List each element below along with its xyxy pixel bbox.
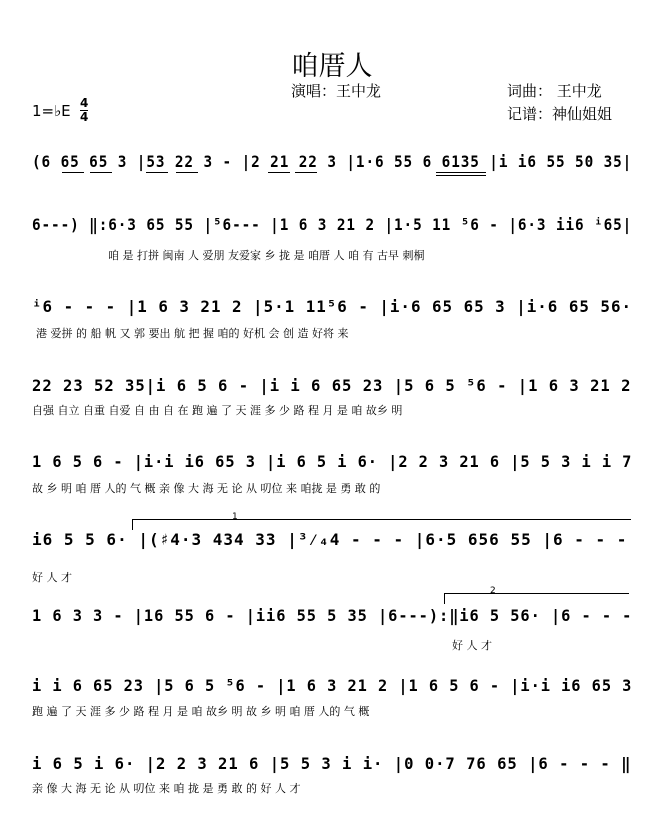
score-row-2-notes: 6---) ‖:6·3 65 55 |⁵6--- |1 6 3 21 2 |1·5 11 ⁵6 - |6·3 ii6 ⁱ65| bbox=[32, 215, 633, 234]
score-row-7-notes: 1 6 3 3 - |16 55 6 - |ii6 55 5 35 |6---):‖i6 5 56· |6 - - - bbox=[32, 606, 633, 625]
beam-line bbox=[268, 172, 290, 173]
time-signature-top: 4 bbox=[80, 96, 89, 110]
score-row-5-lyrics: 故 乡 明 咱 厝 人的 气 概 亲 像 大 海 无 论 从 叨位 来 咱拢 是 勇 敢 的 bbox=[32, 482, 381, 495]
volta-number-1: 1 bbox=[232, 512, 238, 522]
score-row-5-notes: 1 6 5 6 - |i·i i6 65 3 |i 6 5 i 6· |2 2 3 21 6 |5 5 3 i i 7 bbox=[32, 452, 633, 471]
score-row-2-lyrics: 咱 是 打拼 闽南 人 爱朋 友爱家 乡 拢 是 咱厝 人 咱 有 古早 刺桐 bbox=[108, 249, 425, 262]
song-title: 咱厝人 bbox=[291, 51, 373, 82]
score-row-6-notes: i6 5 5 6· |(♯4·3 434 33 |³⁄₄4 - - - |6·5 656 55 |6 - - - bbox=[32, 530, 628, 549]
beam-line bbox=[436, 172, 486, 173]
score-row-4-notes: 22 23 52 35|i 6 5 6 - |i i 6 65 23 |5 6 5 ⁵6 - |1 6 3 21 2 bbox=[32, 376, 632, 395]
score-row-3-lyrics: 港 爱拼 的 船 帆 又 郭 要出 航 把 握 咱的 好机 会 创 造 好将 来 bbox=[36, 327, 349, 340]
beam-line bbox=[176, 172, 198, 173]
score-row-1-notes: (6 65 65 3 |53 22 3 - |2 21 22 3 |1·6 55 6 6135 |i i6 55 50 35| bbox=[32, 152, 633, 171]
volta-number-2: 2 bbox=[490, 586, 496, 596]
score-row-8-notes: i i 6 65 23 |5 6 5 ⁵6 - |1 6 3 21 2 |1 6 5 6 - |i·i i6 65 3 bbox=[32, 676, 633, 695]
beam-line bbox=[295, 172, 317, 173]
time-signature-bottom: 4 bbox=[80, 110, 89, 124]
score-row-7-lyrics: 好 人 才 bbox=[452, 639, 492, 652]
volta-bracket-1 bbox=[132, 519, 631, 530]
beam-line bbox=[62, 172, 84, 173]
composer-credit: 词曲： 王中龙 bbox=[507, 82, 602, 100]
score-row-3-notes: ⁱ6 - - - |1 6 3 21 2 |5·1 11⁵6 - |i·6 65 65 3 |i·6 65 56· bbox=[32, 297, 633, 316]
score-row-4-lyrics: 自强 自立 自重 自爱 自 由 自 在 跑 遍 了 天 涯 多 少 路 程 月 是 咱 故乡 明 bbox=[32, 404, 403, 417]
beam-line bbox=[90, 172, 112, 173]
beam-line bbox=[146, 172, 168, 173]
score-row-6-lyrics: 好 人 才 bbox=[32, 571, 72, 584]
key-signature: 1=♭E bbox=[32, 102, 71, 120]
beam-line bbox=[436, 175, 486, 176]
volta-bracket-2 bbox=[444, 593, 629, 604]
transcriber-credit: 记谱：神仙姐姐 bbox=[507, 105, 613, 123]
score-row-9-lyrics: 亲 像 大 海 无 论 从 叨位 来 咱 拢 是 勇 敢 的 好 人 才 bbox=[32, 782, 301, 795]
singer-credit: 演唱：王中龙 bbox=[291, 82, 382, 100]
score-row-9-notes: i 6 5 i 6· |2 2 3 21 6 |5 5 3 i i· |0 0·7 76 65 |6 - - - ‖ bbox=[32, 754, 632, 773]
score-row-8-lyrics: 跑 遍 了 天 涯 多 少 路 程 月 是 咱 故乡 明 故 乡 明 咱 厝 人的 气 概 bbox=[32, 705, 370, 718]
time-signature bbox=[80, 97, 88, 124]
